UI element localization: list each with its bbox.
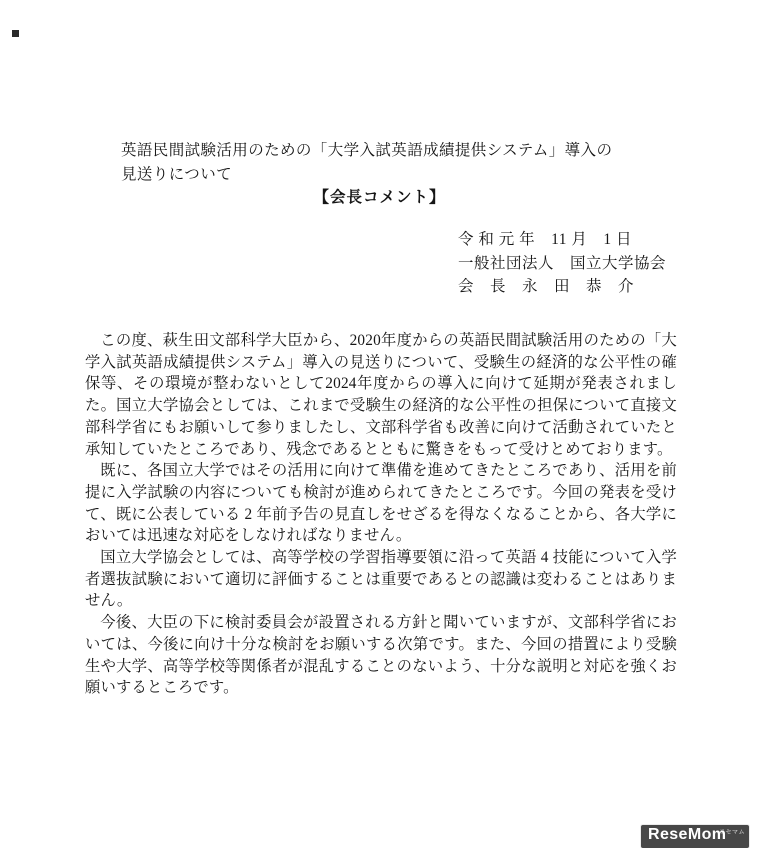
body-paragraph-3: 国立大学協会としては、高等学校の学習指導要領に沿って英語 4 技能について入学者選抜試験において適切に評価することは重要であるとの認識は変わることはありません。 (85, 549, 677, 610)
document-title-line2: 見送りについて (121, 165, 232, 183)
document-date: 令 和 元 年 11 月 1 日 (458, 231, 633, 248)
body-paragraph-1: この度、萩生田文部科学大臣から、2020年度からの英語民間試験活用のための「大学入試英語成績提供システム」導入の見送りについて、受験生の経済的な公平性の確保等、その環境が整わないとして2024年度からの導入に向けて延期が発表されました。国立大学協会としては、これまで受験生の経済的な公平性の担保について直接文部科学省にもお願いして参りましたし、文部科学省も改善に向けて活動されていたと承知していたところであり、残念であるとともに驚きをもって受けとめております。 (85, 332, 677, 458)
document-meta (458, 228, 673, 299)
resemom-logo-kana-label: リセマム (719, 830, 745, 836)
document-title (121, 139, 696, 186)
signer-name: 会 長 永 田 恭 介 (458, 278, 635, 295)
document-body (85, 330, 677, 699)
body-paragraph-2: 既に、各国立大学ではその活用に向けて準備を進めてきたところであり、活用を前提に入学試験の内容についても検討が進められてきたところです。今回の発表を受けて、既に公表している 2 年前予告の見直しをせざるを得なくなることから、各大学においては迅速な対応をしなければなりません。 (85, 462, 677, 545)
chairman-comment-heading: 【会長コメント】 (313, 189, 446, 206)
scan-artifact-dot (12, 30, 19, 37)
resemom-logo-text: ReseMom (648, 826, 727, 843)
document-title-line1: 英語民間試験活用のための「大学入試英語成績提供システム」導入の (121, 142, 613, 159)
resemom-logo (641, 825, 749, 848)
body-paragraph-4: 今後、大臣の下に検討委員会が設置される方針と聞いていますが、文部科学省においては、今後に向け十分な検討をお願いする次第です。また、今回の措置により受験生や大学、高等学校等関係者が混乱することのないよう、十分な説明と対応を強くお願いするところです。 (85, 614, 677, 697)
organization-name: 一般社団法人 国立大学協会 (458, 254, 667, 272)
